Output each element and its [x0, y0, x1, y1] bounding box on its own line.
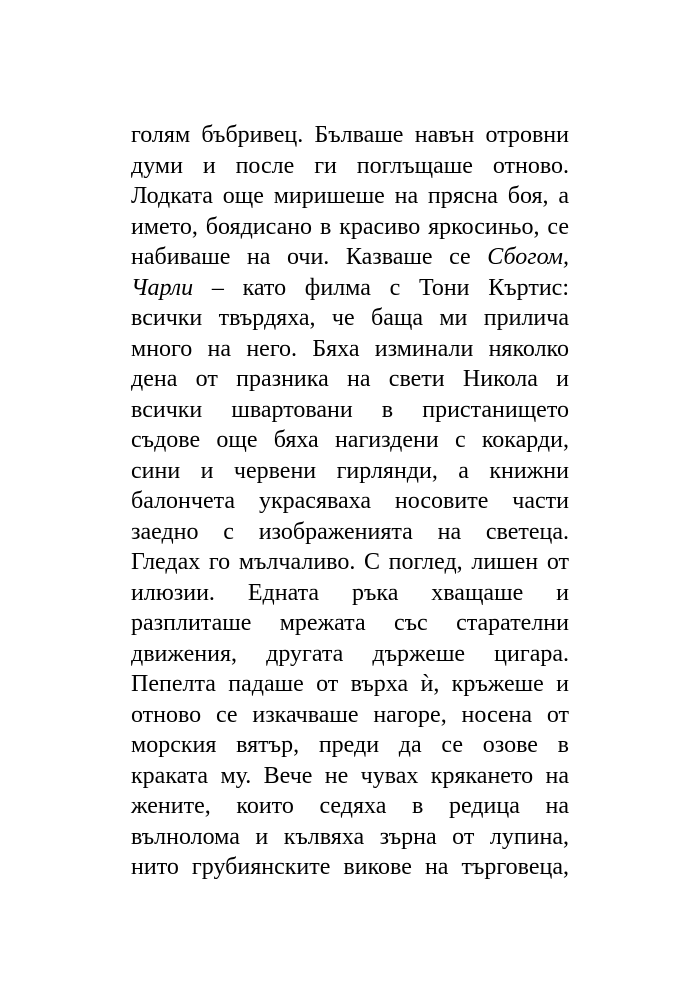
text-line: Гледах го мълчаливо. С поглед, лишен от [131, 549, 569, 575]
text-line: балончета украсяваха носовите части [131, 488, 569, 514]
text-line: голям бъбривец. Бълваше навън отровни [131, 122, 569, 148]
boat-name-italic: Сбогом, [487, 244, 569, 270]
text-line: вълнолома и кълвяха зърна от лупина, [131, 823, 569, 850]
text-line: много на него. Бяха изминали няколко [131, 335, 569, 362]
text-line: сини и червени гирлянди, а книжни [131, 457, 569, 484]
text-line: името, боядисано в красиво яркосиньо, се [131, 213, 569, 240]
text-line: заедно с изображенията на светеца. [131, 518, 569, 545]
text-line: думи и после ги поглъщаше отново. [131, 152, 569, 179]
text-line: илюзии. Едната ръка хващаше и [131, 579, 569, 606]
boat-name-italic: Чарли [131, 274, 194, 301]
text-line: съдове още бяха нагиздени с кокарди, [131, 427, 569, 453]
body-text [131, 120, 569, 883]
text-line: жените, които седяха в редица на [131, 793, 569, 819]
text-line: Лодката още миришеше на прясна боя, а [131, 183, 569, 209]
text-line: движения, другата държеше цигара. [131, 640, 569, 667]
text-line: всички твърдяха, че баща ми прилича [131, 305, 569, 331]
text-line: Пепелта падаше от върха ѝ, кръжеше и [131, 671, 569, 697]
text-line: всички швартовани в пристанището [131, 396, 569, 423]
text-line: краката му. Вече не чувах крякането на [131, 762, 569, 789]
text-line-with-title [131, 273, 569, 304]
text-line: морския вятър, преди да се озове в [131, 732, 569, 758]
text-line: отново се изкачваше нагоре, носена от [131, 701, 569, 728]
text-segment: набиваше на очи. Казваше се [131, 244, 471, 270]
text-line-with-title [131, 242, 569, 273]
text-line: нито грубиянските викове на търговеца, [131, 854, 569, 880]
text-line: разплиташе мрежата със старателни [131, 610, 569, 636]
text-segment: – като филма с Тони Къртис: [211, 274, 569, 301]
text-line: дена от празника на свети Никола и [131, 366, 569, 392]
